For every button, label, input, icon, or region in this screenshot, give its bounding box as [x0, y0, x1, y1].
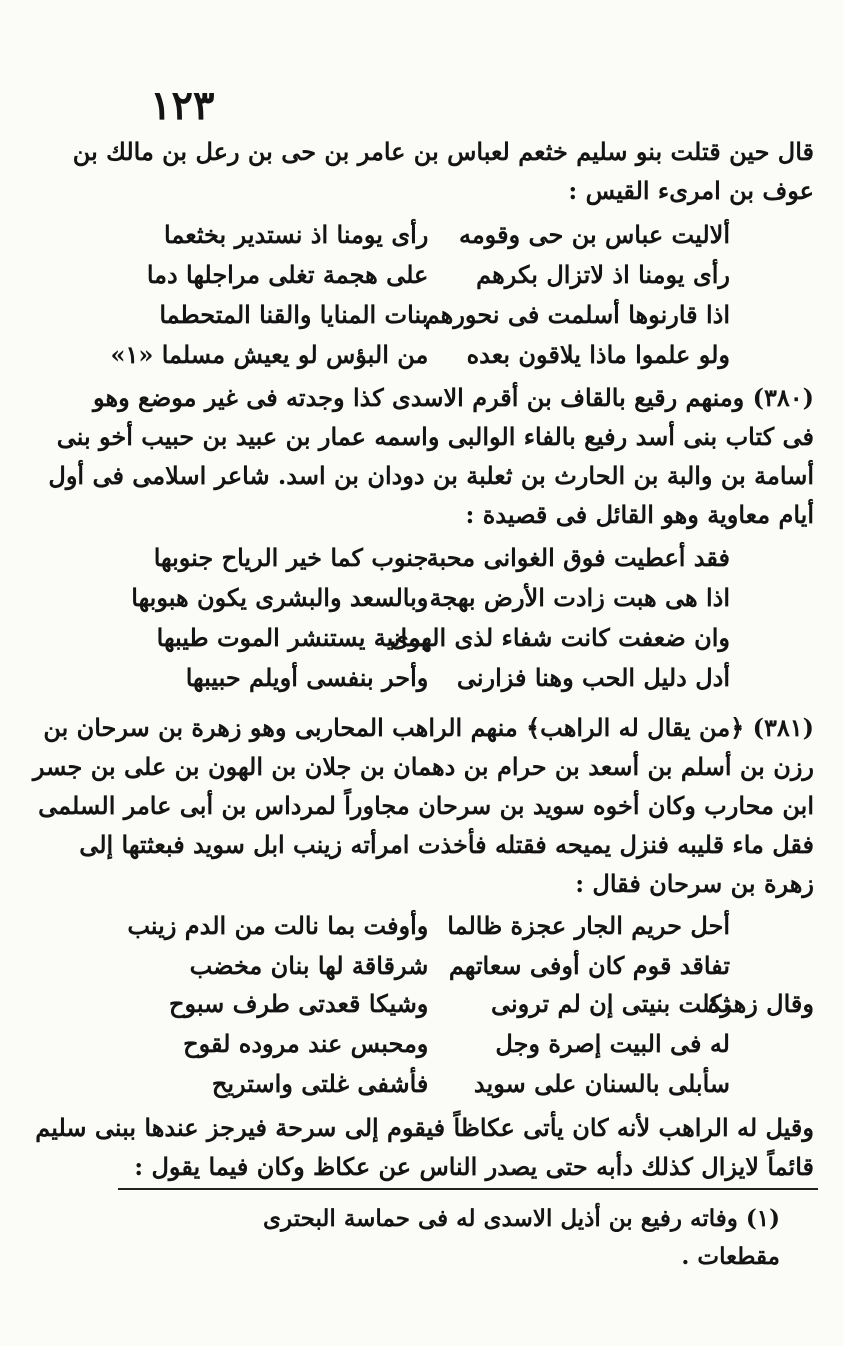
hemistich: شرقاقة لها بنان مخضب	[189, 951, 429, 980]
intro-paragraph	[72, 132, 814, 210]
hemistich: سأبلى بالسنان على سويد	[473, 1069, 730, 1098]
hemistich: وشيكا قعدتى طرف سبوح	[169, 989, 429, 1018]
verse	[150, 946, 730, 986]
poem-block-2	[131, 538, 730, 698]
text-line: قال حين قتلت بنو سليم خثعم لعباس بن عامر بن حى بن رعل بن مالك بن	[72, 137, 814, 166]
hemistich: ومحبس عند مروده لقوح	[183, 1029, 429, 1058]
footnote-divider	[118, 1188, 818, 1190]
page-number: ١٢٣	[150, 82, 215, 129]
text-line: زهرة بن سرحان فقال :	[575, 869, 814, 898]
poem-block-3	[127, 906, 730, 986]
hemistich: أحل حريم الجار عجزة ظالما	[447, 911, 730, 940]
hemistich: أدل دليل الحب وهنا فزارنى	[456, 663, 730, 692]
hemistich: وبالسعد والبشرى يكون هبوبها	[131, 583, 429, 612]
hemistich: اذا هى هبت زادت الأرض بهجة	[429, 583, 730, 612]
verse	[150, 658, 730, 698]
verse	[150, 984, 730, 1024]
hemistich: يمانية يستنشر الموت طيبها	[156, 623, 429, 652]
hemistich: رأى يومنا اذ نستدير بخثعما	[164, 220, 429, 249]
text-line: وقيل له الراهب لأنه كان يأتى عكاظاً فيقوم إلى سرحة فيرجز عندها ببنى سليم	[35, 1113, 814, 1142]
hemistich: ولو علموا ماذا يلاقون بعده	[466, 340, 730, 369]
entry-380-paragraph	[48, 378, 814, 534]
hemistich: جنوب كما خير الرياح جنوبها	[153, 543, 429, 572]
text-line: رزن بن أسلم بن أسعد بن حرام بن دهمان بن جلان بن الهون بن على بن جسر	[32, 752, 814, 781]
text-line: فى كتاب بنى أسد رفيع بالفاء الوالبى واسمه عمار بن عبيد بن حبيب أخو بنى	[56, 422, 814, 451]
verse	[110, 335, 730, 375]
text-line: (٣٨٠) ومنهم رقيع بالقاف بن أقرم الاسدى كذا وجدته فى غير موضع وهو	[93, 383, 814, 412]
hemistich: رأى يومنا اذ لاتزال بكرهم	[476, 260, 730, 289]
hemistich: ألاليت عباس بن حى وقومه	[458, 220, 730, 249]
entry-381-paragraph	[32, 708, 814, 903]
closing-paragraph	[35, 1108, 814, 1186]
hemistich: ثكلت بنيتى إن لم ترونى	[490, 989, 730, 1018]
poem-block-1	[110, 215, 730, 375]
verse	[127, 906, 730, 946]
hemistich: من البؤس لو يعيش مسلما «١»	[110, 340, 429, 369]
hemistich: تفاقد قوم كان أوفى سعاتهم	[448, 951, 730, 980]
verse	[146, 255, 730, 295]
verse	[150, 618, 730, 658]
verse	[150, 1064, 730, 1104]
verse	[131, 578, 730, 618]
verse	[150, 1024, 730, 1064]
text-line: (٣٨١) ﴿من يقال له الراهب﴾ منهم الراهب المحاربى وهو زهرة بن سرحان بن	[43, 713, 814, 742]
hemistich: وان ضعفت كانت شفاء لذى الهوى	[389, 623, 730, 652]
text-line: ابن محارب وكان أخوه سويد بن سرحان مجاوراً لمرداس بن أبى عامر السلمى	[38, 791, 814, 820]
hemistich: وأحر بنفسى أويلم حبيبها	[185, 663, 429, 692]
hemistich: على هجمة تغلى مراجلها دما	[146, 260, 429, 289]
hemistich: وأوفت بما نالت من الدم زينب	[127, 911, 429, 940]
hemistich: فأشفى غلتى واستريح	[211, 1069, 429, 1098]
text-line: قائماً لايزال كذلك دأبه حتى يصدر الناس عن عكاظ وكان فيما يقول :	[134, 1152, 814, 1181]
text-line: عوف بن امرىء القيس :	[568, 176, 814, 205]
hemistich: فقد أعطيت فوق الغوانى محبة	[426, 543, 730, 572]
verse	[150, 215, 730, 255]
text-line: فقل ماء قليبه فنزل يميحه فقتله فأخذت امرأته زينب ابل سويد فبعثتها إلى	[79, 830, 814, 859]
poem-lead	[707, 984, 814, 1023]
text-line: أسامة بن والبة بن الحارث بن ثعلبة بن دودان بن اسد. شاعر اسلامى فى أول	[48, 461, 814, 490]
text-line: وقال زهرة	[707, 989, 814, 1018]
verse	[150, 538, 730, 578]
poem-block-4	[150, 984, 730, 1104]
text-line: أيام معاوية وهو القائل فى قصيدة :	[465, 500, 814, 529]
hemistich: اذا قارنوها أسلمت فى نحورهم	[424, 300, 730, 329]
hemistich: بنات المنايا والقنا المتحطما	[159, 300, 429, 329]
hemistich: له فى البيت إصرة وجل	[495, 1029, 730, 1058]
footnote: (١) وفاته رفيع بن أذيل الاسدى له فى حماسة البحترى مقطعات .	[263, 1205, 780, 1270]
verse	[150, 295, 730, 335]
